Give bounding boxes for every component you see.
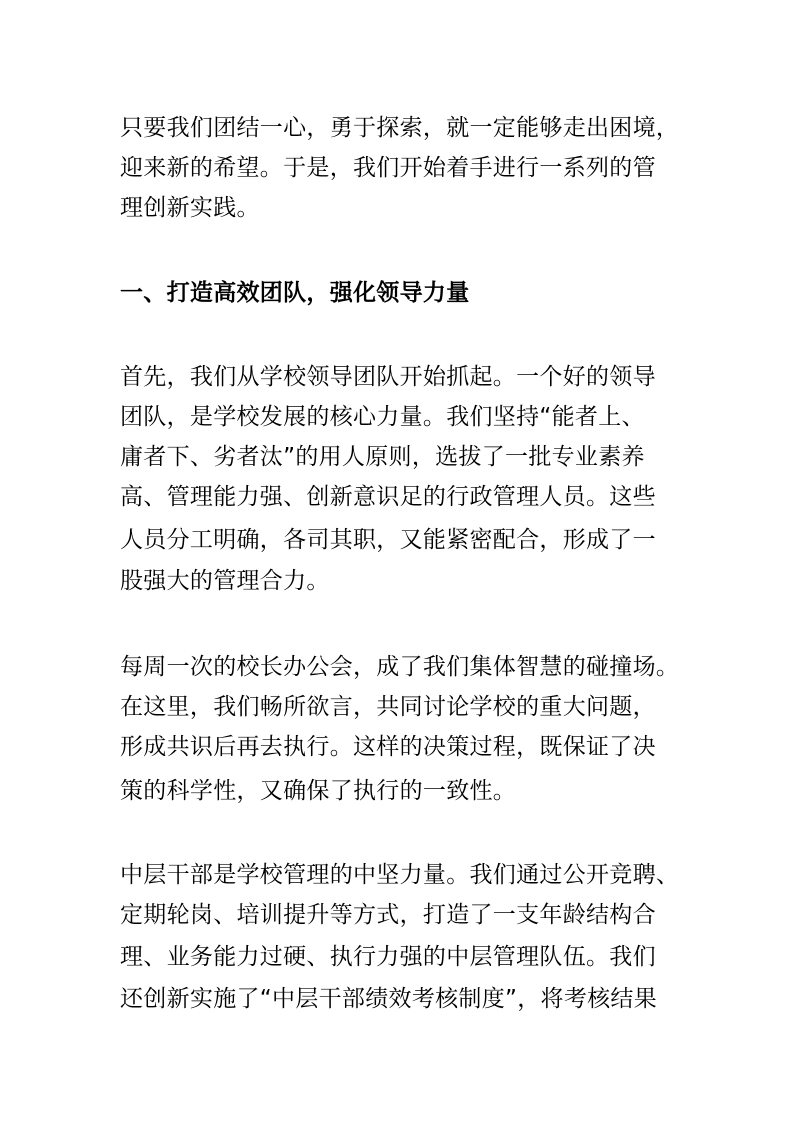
paragraph-2-line-4: 高、管理能力强、创新意识足的行政管理人员。这些 bbox=[120, 484, 656, 510]
paragraph-2-line-6: 股强大的管理合力。 bbox=[120, 568, 330, 594]
paragraph-2-line-3: 庸者下、劣者汰”的用人原则，选拔了一批专业素养 bbox=[120, 444, 645, 470]
section-heading: 一、打造高效团队，强化领导力量 bbox=[120, 280, 470, 306]
paragraph-4-line-3: 理、业务能力过硬、执行力强的中层管理队伍。我们 bbox=[120, 944, 656, 970]
paragraph-3-line-4: 策的科学性，又确保了执行的一致性。 bbox=[120, 778, 517, 804]
paragraph-2-line-2: 团队，是学校发展的核心力量。我们坚持“能者上、 bbox=[120, 404, 645, 430]
paragraph-1-line-2: 迎来新的希望。于是，我们开始着手进行一系列的管 bbox=[120, 155, 656, 181]
paragraph-2-line-5: 人员分工明确，各司其职，又能紧密配合，形成了一 bbox=[120, 527, 656, 553]
paragraph-1-line-3: 理创新实践。 bbox=[120, 195, 260, 221]
paragraph-4-line-2: 定期轮岗、培训提升等方式，打造了一支年龄结构合 bbox=[120, 902, 656, 928]
paragraph-1-line-1: 只要我们团结一心，勇于探索，就一定能够走出困境， bbox=[120, 115, 680, 141]
paragraph-2-line-1: 首先，我们从学校领导团队开始抓起。一个好的领导 bbox=[120, 364, 656, 390]
paragraph-4-line-4: 还创新实施了“中层干部绩效考核制度”，将考核结果 bbox=[120, 986, 658, 1012]
paragraph-3-line-3: 形成共识后再去执行。这样的决策过程，既保证了决 bbox=[120, 734, 656, 760]
paragraph-3-line-1: 每周一次的校长办公会，成了我们集体智慧的碰撞场。 bbox=[120, 654, 680, 680]
paragraph-3-line-2: 在这里，我们畅所欲言，共同讨论学校的重大问题， bbox=[120, 694, 656, 720]
paragraph-4-line-1: 中层干部是学校管理的中坚力量。我们通过公开竞聘、 bbox=[120, 862, 680, 888]
